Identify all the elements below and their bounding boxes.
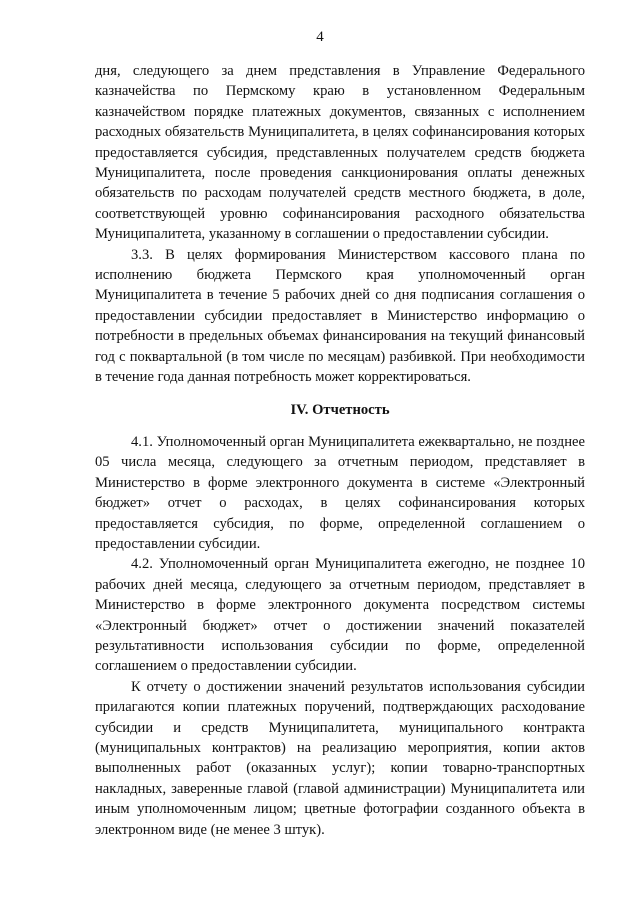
page-number: 4 bbox=[316, 29, 324, 45]
paragraph-4-1: 4.1. Уполномоченный орган Муниципалитета ежеквартально, не позднее 05 числа месяца, следующего за отчетным периодом, представляет в Министерство в форме электронного документа в системе «Электронный бюджет» отчет о расходах, в целях софинансирования которых предоставляется субсидия, по форме, определенной соглашением о предоставлении субсидии. bbox=[95, 433, 585, 552]
paragraph-continuation: дня, следующего за днем представления в Управление Федерального казначейства по Пермскому краю в установленном Федеральным казначейством порядке платежных документов, связанных с исполнением расходных обязательств Муниципалитета, в целях софинансирования которых предоставляется субсидия, представленных получателем средств бюджета Муниципалитета, после проведения санкционирования оплаты денежных обязательств по расходам получателей средств местного бюджета, в доле, соответствующей уровню софинансирования расходного обязательства Муниципалитета, указанному в соглашении о предоставлении субсидии. bbox=[95, 63, 585, 243]
section-heading: IV. Отчетность bbox=[290, 401, 390, 418]
document-body bbox=[95, 61, 585, 840]
paragraph-4-2: 4.2. Уполномоченный орган Муниципалитета ежегодно, не позднее 10 рабочих дней месяца, следующего за отчетным периодом, представляет в Министерство в форме электронного документа посредством системы «Электронный бюджет» отчет о достижении значений показателей результативности использования субсидии по форме, определенной соглашением о предоставлении субсидии. bbox=[95, 556, 585, 675]
paragraph-3-3: 3.3. В целях формирования Министерством кассового плана по исполнению бюджета Пермского края уполномоченный орган Муниципалитета в течение 5 рабочих дней со дня подписания соглашения о предоставлении субсидии предоставляет в Министерство информацию о потребности в предельных объемах финансирования на текущий финансовый год с поквартальной (в том числе по месяцам) разбивкой. При необходимости в течение года данная потребность может корректироваться. bbox=[95, 246, 585, 386]
paragraph-report-attachments: К отчету о достижении значений результатов использования субсидии прилагаются копии платежных поручений, подтверждающих расходование субсидии и средств Муниципалитета, муниципального контракта (муниципальных контрактов) на реализацию мероприятия, копии актов выполненных работ (оказанных услуг); копии товарно-транспортных накладных, заверенные главой (главой администрации) Муниципалитета или иным уполномоченным лицом; цветные фотографии созданного объекта в электронном виде (не менее 3 штук). bbox=[95, 678, 585, 838]
